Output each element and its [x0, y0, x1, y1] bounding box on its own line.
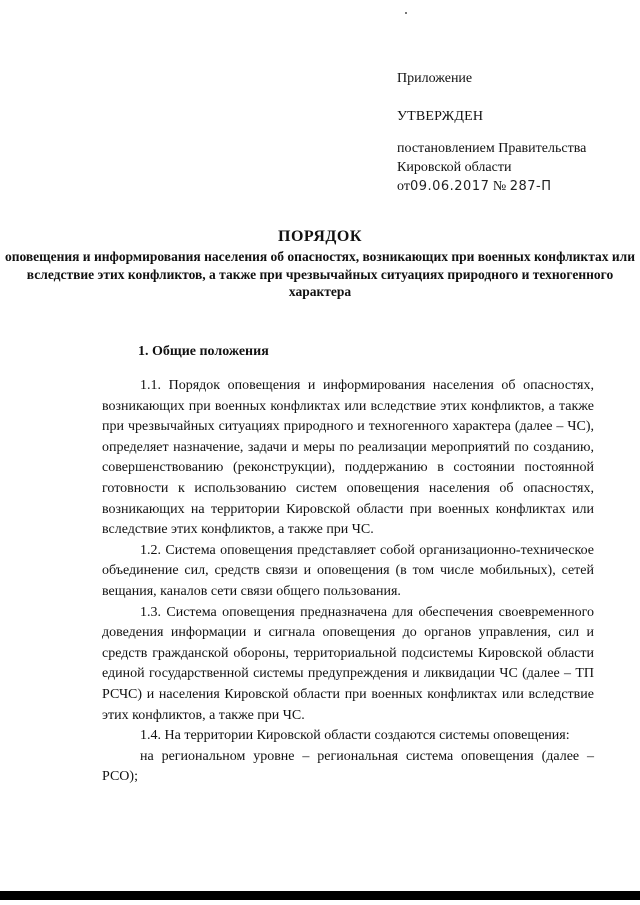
paragraph-regional-level: на региональном уровне – региональная система оповещения (далее – РСО);: [102, 748, 594, 785]
section-heading: 1. Общие положения: [138, 344, 269, 359]
paragraph-1-1: 1.1. Порядок оповещения и информирования населения об опасностях, возникающих при военных конфликтах или вследствие этих конфликтов, а также при чрезвычайных ситуациях природного и техногенного характера (далее – ЧС), определяет назначение, задачи и меры по реализации мероприятий по созданию, совершенствованию (реконструкции), поддержанию в состоянии постоянной готовности к использованию систем оповещения населения об опасностях, возникающих на территории Кировской области при военных конфликтах или вследствие этих конфликтов, а также при ЧС.: [102, 378, 594, 538]
decree-date-line: [397, 177, 586, 196]
title-main: ПОРЯДОК: [278, 228, 362, 245]
decree-line-2: Кировской области: [397, 160, 512, 175]
paragraph-1-3: 1.3. Система оповещения предназначена для обеспечения своевременного доведения информации и сигнала оповещения до органов управления, сил и средств гражданской обороны, территориальной подсистемы Кировской области единой государственной системы предупреждения и ликвидации ЧС (далее – ТП РСЧС) и населения Кировской области при военных конфликтах или вследствие этих конфликтов, а также при ЧС.: [102, 604, 594, 723]
handwritten-date: 09.06.2017: [409, 179, 490, 194]
paragraph-1-4: 1.4. На территории Кировской области создаются системы оповещения:: [140, 728, 570, 744]
date-prefix: от: [397, 179, 410, 194]
handwritten-number: 287-П: [509, 179, 552, 194]
section-body: [102, 376, 594, 788]
document-title: [0, 227, 640, 301]
decree-line-1: постановлением Правительства: [397, 141, 587, 156]
scan-bottom-edge: [0, 891, 640, 900]
approved-stamp-label: УТВЕРЖДЕН: [397, 109, 484, 124]
decree-block: [397, 139, 586, 196]
title-subtitle: оповещения и информирования населения об опасностях, возникающих при военных конфликтах или вследствие этих конфликтов, а также при чрезвычайных ситуациях природного и техногенного характера: [4, 249, 636, 299]
appendix-label: Приложение: [397, 71, 473, 86]
scan-speck: [405, 12, 407, 14]
paragraph-1-2: 1.2. Система оповещения представляет собой организационно-техническое объединение сил, средств связи и оповещения (в том числе мобильных), сетей вещания, каналов сети связи общего пользования.: [102, 542, 594, 599]
number-sign: №: [492, 179, 507, 194]
